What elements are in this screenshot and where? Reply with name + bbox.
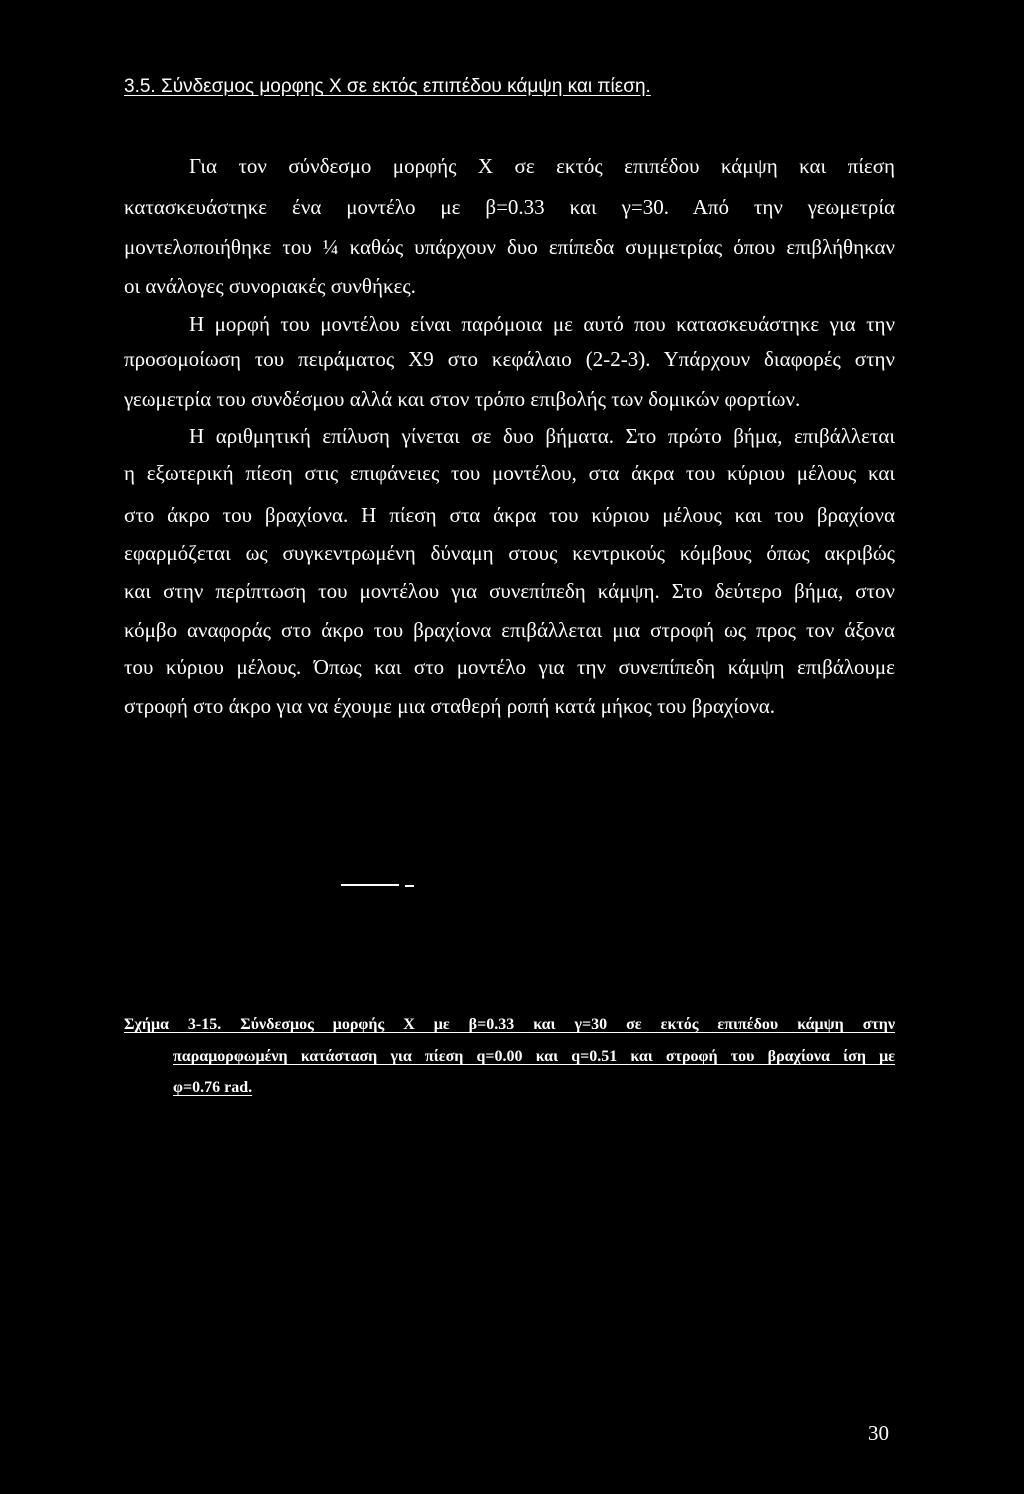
section-heading: 3.5. Σύνδεσμος μορφης Χ σε εκτός επιπέδου κάμψη και πίεση. <box>124 76 651 97</box>
paragraph-line: Η μορφή του μοντέλου είναι παρόμοια με αυτό που κατασκευάστηκε για την <box>189 312 895 336</box>
paragraph-line: κόμβο αναφοράς στο άκρο του βραχίονα επιβάλλεται μια στροφή ως προς τον άξονα <box>124 618 895 642</box>
paragraph-line: Η αριθμητική επίλυση γίνεται σε δυο βήματα. Στο πρώτο βήμα, επιβάλλεται <box>189 424 895 448</box>
page-number: 30 <box>868 1421 889 1445</box>
paragraph-line: μοντελοποιήθηκε του ¼ καθώς υπάρχουν δυο επίπεδα συμμετρίας όπου επιβλήθηκαν <box>124 235 895 259</box>
figure-remnant-line <box>341 884 399 886</box>
paragraph-line: γεωμετρία του συνδέσμου αλλά και στον τρόπο επιβολής των δομικών φορτίων. <box>124 387 801 411</box>
paragraph-line: στο άκρο του βραχίονα. Η πίεση στα άκρα του κύριου μέλους και του βραχίονα <box>124 503 895 527</box>
paragraph-line: προσομοίωση του πειράματος Χ9 στο κεφάλαιο (2-2-3). Υπάρχουν διαφορές στην <box>124 347 895 371</box>
figure-caption-line: παραμορφωμένη κατάσταση για πίεση q=0.00 και q=0.51 και στροφή του βραχίονα ίση με <box>173 1048 895 1065</box>
figure-caption-line: Σχήμα 3-15. Σύνδεσμος μορφής Χ με β=0.33 και γ=30 σε εκτός επιπέδου κάμψη στην <box>124 1016 895 1033</box>
paragraph-line: η εξωτερική πίεση στις επιφάνειες του μοντέλου, στα άκρα του κύριου μέλους και <box>124 461 895 485</box>
paragraph-line: Για τον σύνδεσμο μορφής Χ σε εκτός επιπέδου κάμψη και πίεση <box>189 154 895 178</box>
paragraph-line: εφαρμόζεται ως συγκεντρωμένη δύναμη στους κεντρικούς κόμβους όπως ακριβώς <box>124 541 895 565</box>
paragraph-line: οι ανάλογες συνοριακές συνθήκες. <box>124 274 416 298</box>
paragraph-line: και στην περίπτωση του μοντέλου για συνεπίπεδη κάμψη. Στο δεύτερο βήμα, στον <box>124 579 895 603</box>
paragraph-line: στροφή στο άκρο για να έχουμε μια σταθερή ροπή κατά μήκος του βραχίονα. <box>124 694 776 718</box>
paragraph-line: κατασκευάστηκε ένα μοντέλο με β=0.33 και γ=30. Από την γεωμετρία <box>124 195 895 219</box>
figure-caption-line: φ=0.76 rad. <box>173 1079 253 1096</box>
paragraph-line: του κύριου μέλους. Όπως και στο μοντέλο για την συνεπίπεδη κάμψη επιβάλουμε <box>124 655 895 679</box>
figure-remnant-line <box>405 885 414 887</box>
